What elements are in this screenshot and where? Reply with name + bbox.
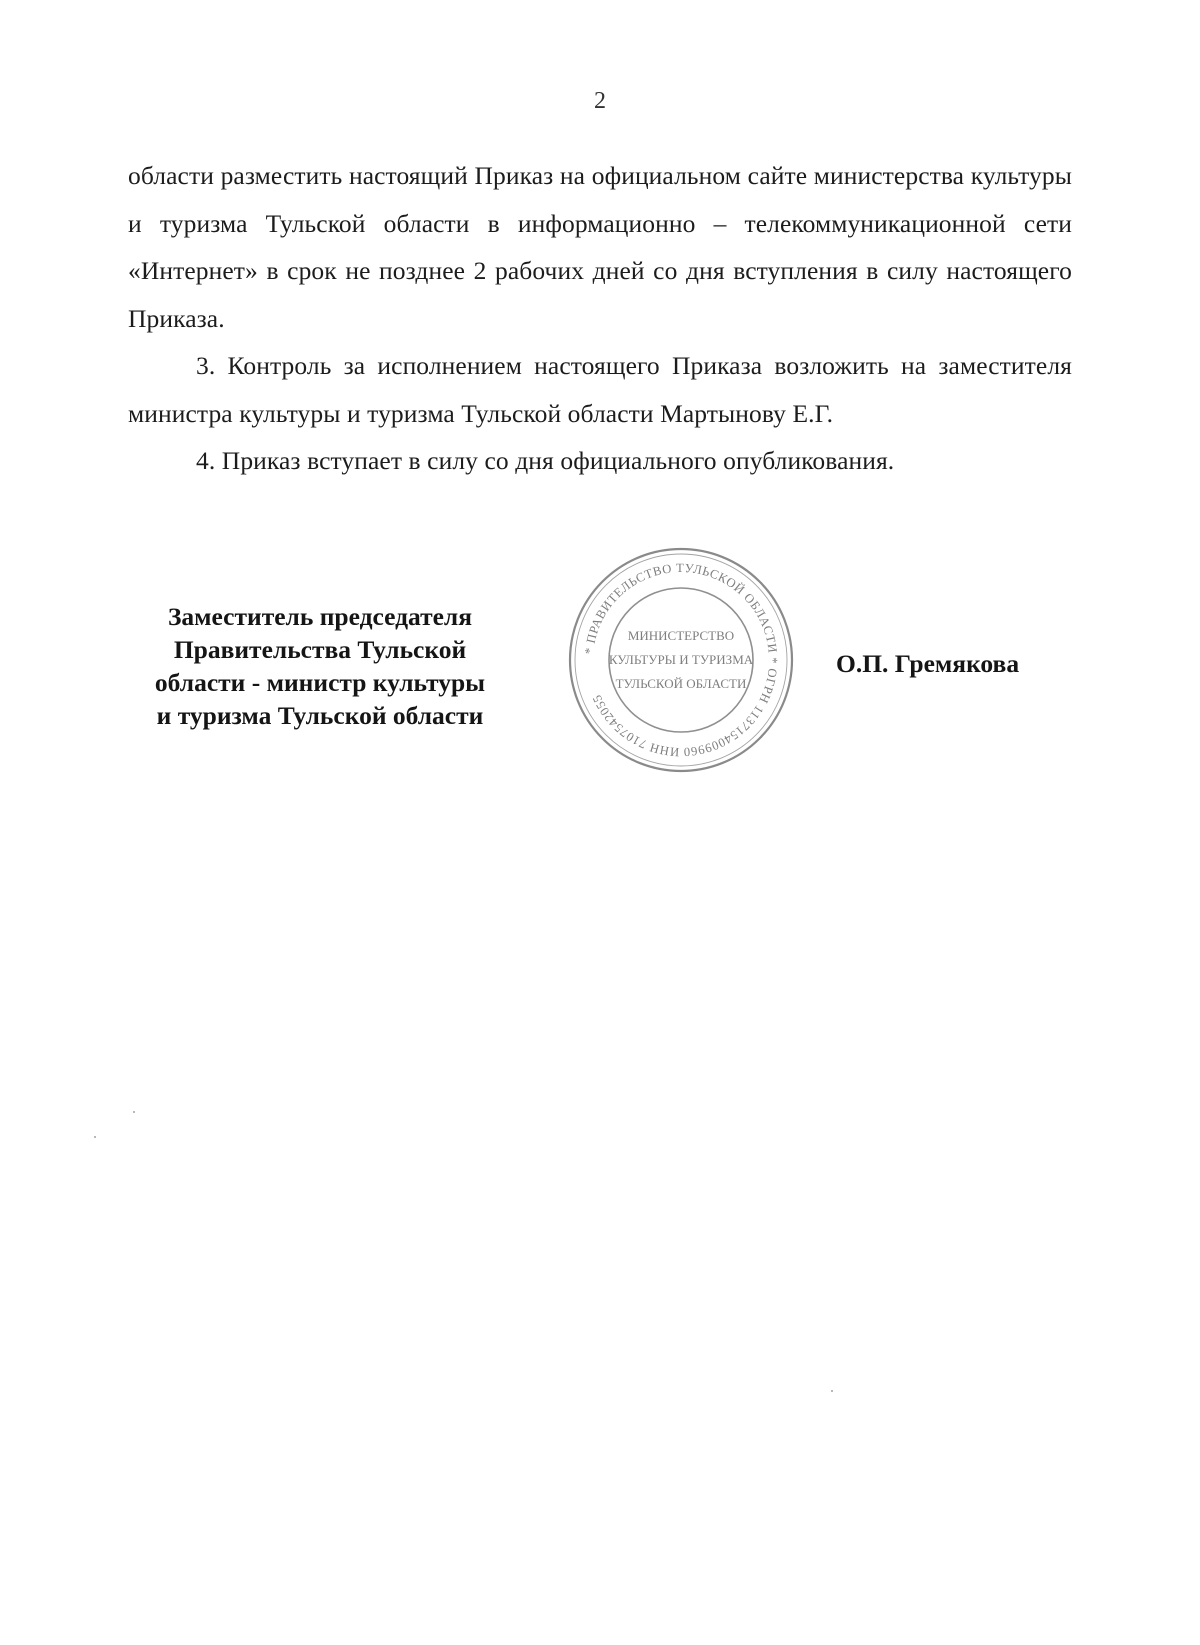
scan-speck: [133, 1111, 135, 1113]
signer-title: Заместитель председателя Правительства Тульской области - министр культуры и туризма Тульской области: [154, 602, 486, 730]
paragraph-continuation: области разместить настоящий Приказ на официальном сайте министерства культуры и туризма Тульской области в информационно – телекоммуникационной сети «Интернет» в срок не позднее 2 рабочих дней со дня вступления в силу настоящего Приказа.: [128, 161, 1072, 333]
seal-center-line-3: ТУЛЬСКОЙ ОБЛАСТИ: [615, 676, 747, 691]
official-seal: [565, 544, 797, 776]
scan-speck: [94, 1136, 96, 1138]
document-body: [128, 152, 1072, 485]
seal-ring-text-path: * ПРАВИТЕЛЬСТВО ТУЛЬСКОЙ ОБЛАСТИ * ОГРН 1137154009960 ИНН 7107542055: [582, 560, 781, 760]
signer-name: О.П. Гремякова: [836, 649, 1020, 678]
paragraph-item-4: 4. Приказ вступает в силу со дня официального опубликования.: [196, 446, 895, 475]
seal-center-line-2: КУЛЬТУРЫ И ТУРИЗМА: [608, 652, 754, 667]
signature-block: [0, 540, 1200, 780]
scan-speck: [831, 1390, 833, 1392]
paragraph-item-3: 3. Контроль за исполнением настоящего Приказа возложить на заместителя министра культуры и туризма Тульской области Мартынову Е.Г.: [128, 351, 1072, 428]
seal-graphic: [565, 544, 797, 776]
seal-center-line-1: МИНИСТЕРСТВО: [627, 628, 735, 643]
page-number: 2: [594, 88, 606, 114]
